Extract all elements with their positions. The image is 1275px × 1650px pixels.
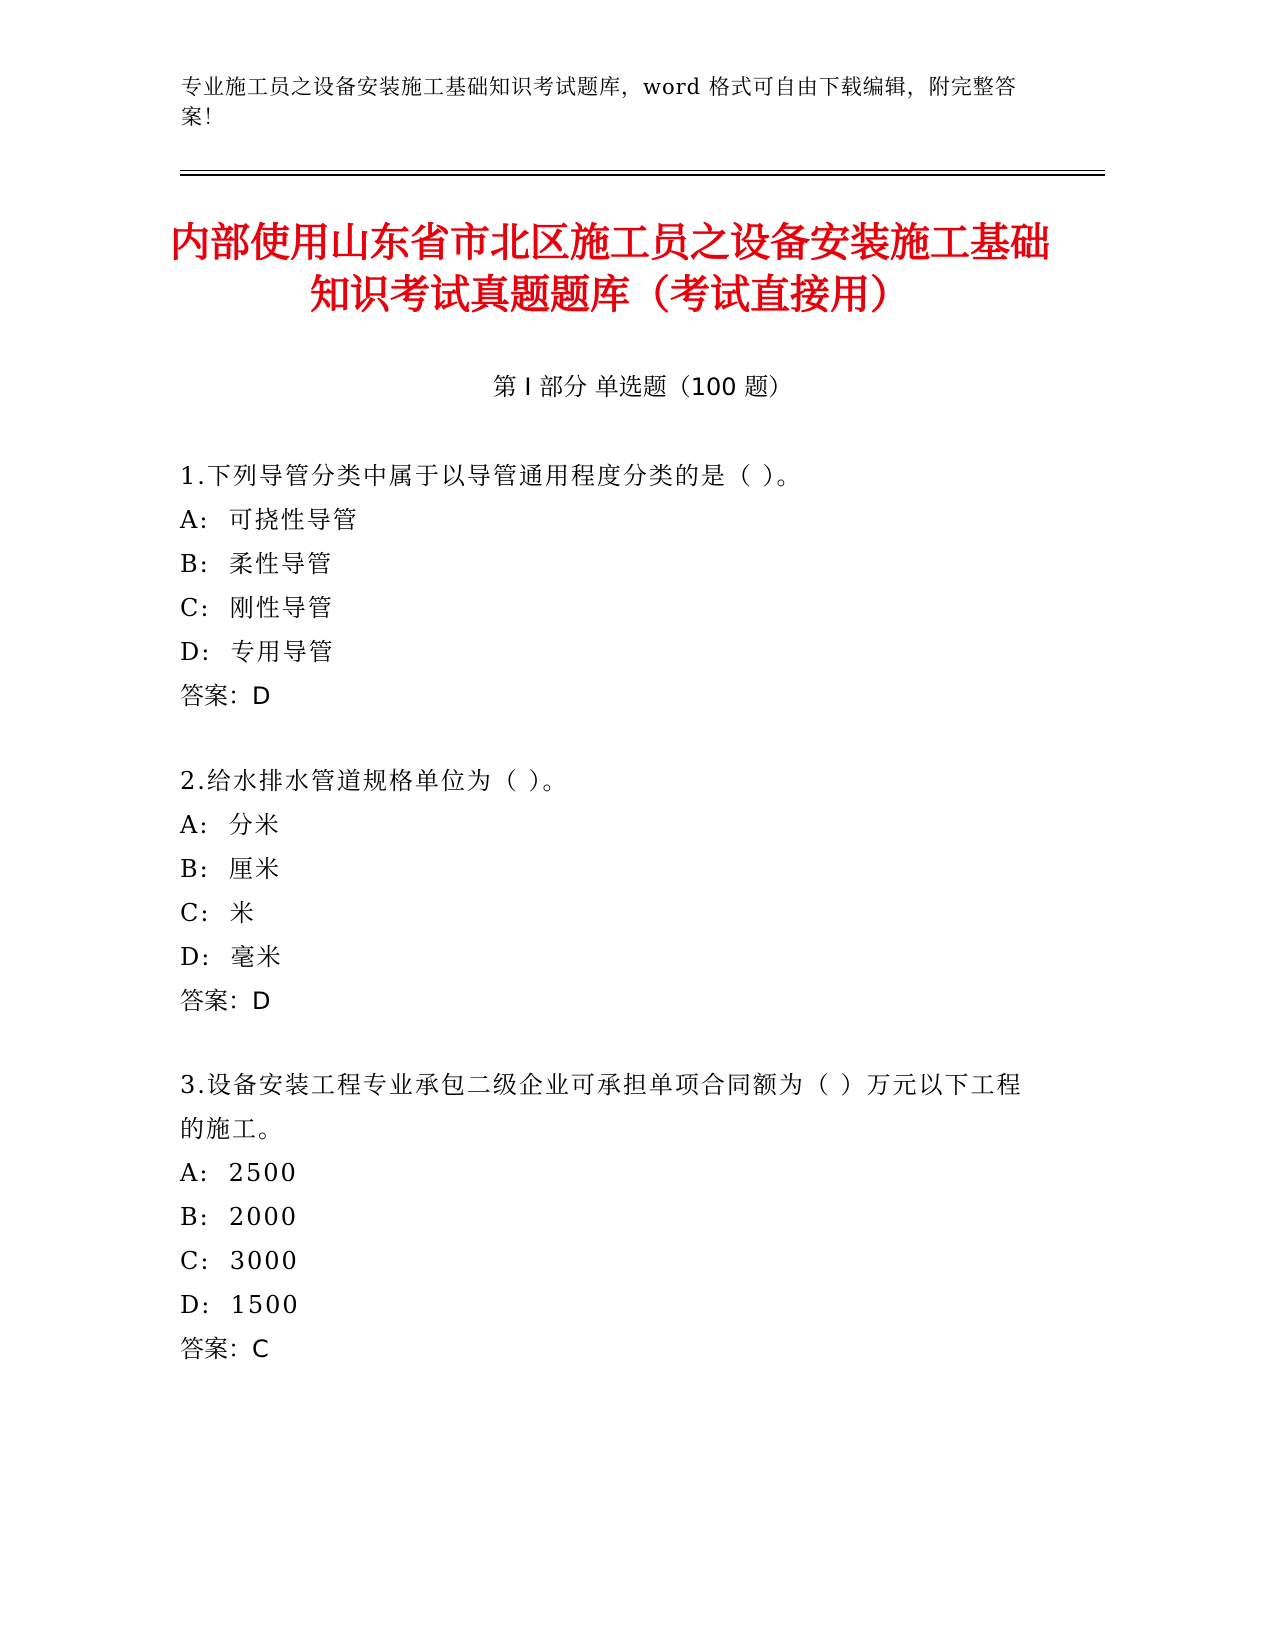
- option-a: A: 分米: [180, 811, 281, 839]
- question-stem: 3.设备安装工程专业承包二级企业可承担单项合同额为（ ）万元以下工程的施工。: [180, 1071, 1023, 1143]
- option-d: D: 毫米: [180, 943, 283, 971]
- header-note: 专业施工员之设备安装施工基础知识考试题库，word 格式可自由下载编辑，附完整答案！: [181, 75, 1017, 129]
- section-title: 第 I 部分 单选题（100 题）: [492, 373, 793, 401]
- option-d: D: 专用导管: [180, 638, 335, 666]
- option-b: B: 2000: [180, 1203, 299, 1231]
- answer: 答案：D: [180, 987, 271, 1015]
- option-a: A: 2500: [180, 1159, 298, 1187]
- option-c: C: 3000: [180, 1247, 299, 1275]
- answer: 答案：C: [180, 1335, 269, 1363]
- option-d: D: 1500: [180, 1291, 300, 1319]
- question-stem: 1.下列导管分类中属于以导管通用程度分类的是（ ）。: [180, 462, 803, 490]
- option-b: B: 柔性导管: [180, 550, 333, 578]
- question-3: [180, 1063, 1040, 1371]
- option-b: B: 厘米: [180, 855, 281, 883]
- question-2: [180, 759, 1040, 1023]
- answer: 答案：D: [180, 682, 271, 710]
- header-rule-thin: [180, 170, 1105, 171]
- document-title: 内部使用山东省市北区施工员之设备安装施工基础知识考试真题题库（考试直接用）: [170, 220, 1050, 318]
- question-1: [180, 454, 1040, 718]
- question-stem: 2.给水排水管道规格单位为（ ）。: [180, 767, 569, 795]
- header-rule-thick: [180, 174, 1105, 176]
- option-a: A: 可挠性导管: [180, 506, 359, 534]
- option-c: C: 米: [180, 899, 256, 927]
- option-c: C: 刚性导管: [180, 594, 334, 622]
